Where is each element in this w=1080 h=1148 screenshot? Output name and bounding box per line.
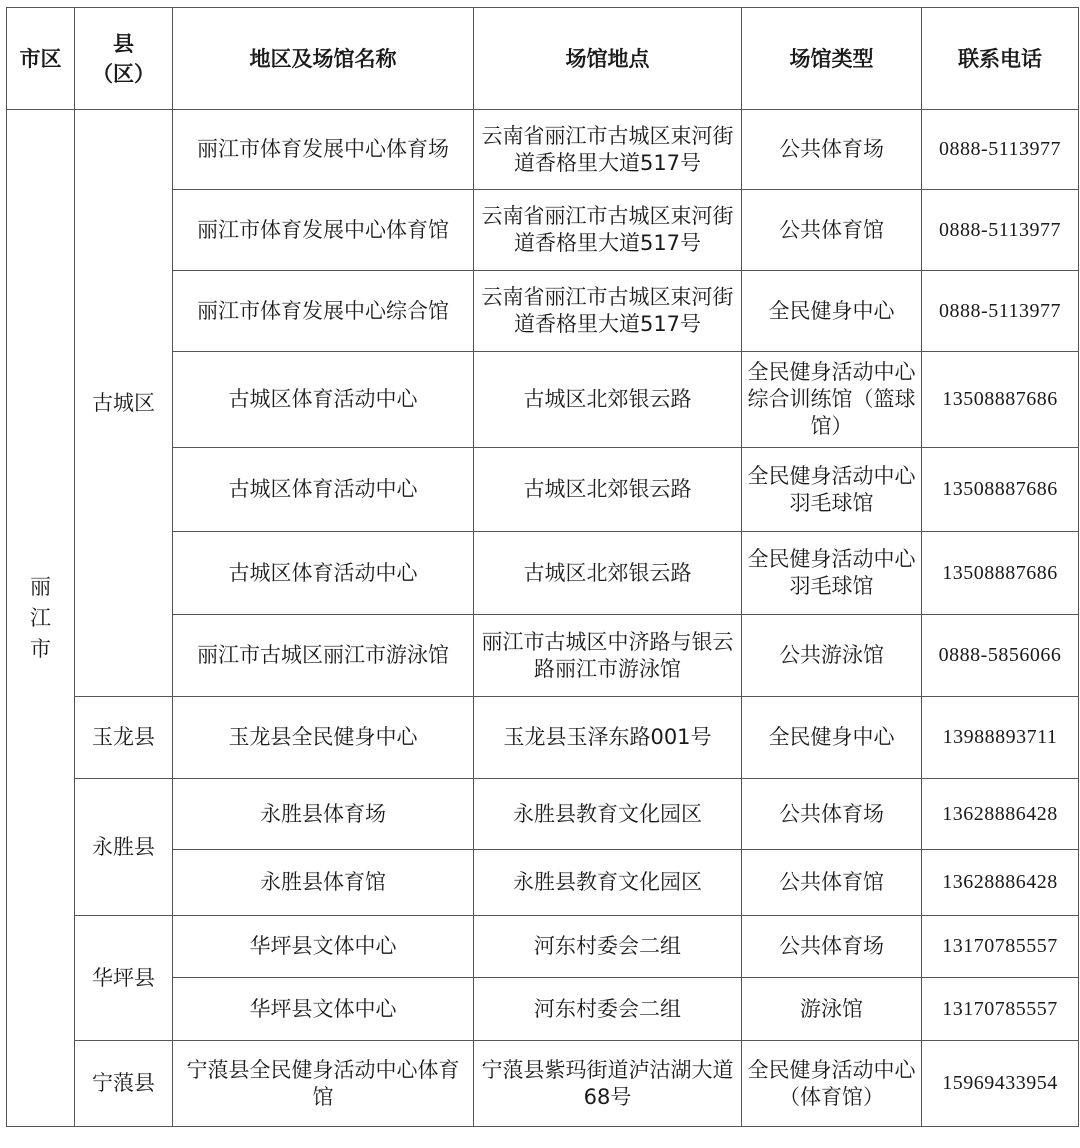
venue-address: 河东村委会二组 xyxy=(474,978,742,1041)
venue-type: 公共体育场 xyxy=(742,110,922,190)
county-cell: 古城区 xyxy=(75,110,173,697)
venue-phone: 0888-5856066 xyxy=(922,615,1079,697)
venue-address: 云南省丽江市古城区束河街道香格里大道517号 xyxy=(474,190,742,271)
venue-name: 古城区体育活动中心 xyxy=(173,448,474,532)
venue-phone: 0888-5113977 xyxy=(922,271,1079,352)
venue-name: 华坪县文体中心 xyxy=(173,978,474,1041)
venue-type: 全民健身中心 xyxy=(742,271,922,352)
venue-address: 丽江市古城区中济路与银云路丽江市游泳馆 xyxy=(474,615,742,697)
header-row xyxy=(7,8,1079,110)
venue-name: 华坪县文体中心 xyxy=(173,916,474,978)
venue-phone: 0888-5113977 xyxy=(922,190,1079,271)
venue-address: 永胜县教育文化园区 xyxy=(474,850,742,916)
venue-phone: 13628886428 xyxy=(922,850,1079,916)
header-city: 市区 xyxy=(7,8,75,110)
venue-phone: 15969433954 xyxy=(922,1041,1079,1127)
table-row xyxy=(7,697,1079,779)
venue-address: 玉龙县玉泽东路001号 xyxy=(474,697,742,779)
county-cell: 华坪县 xyxy=(75,916,173,1041)
venue-name: 永胜县体育场 xyxy=(173,779,474,850)
city-cell xyxy=(7,110,75,1127)
header-county xyxy=(75,8,173,110)
venue-address: 古城区北郊银云路 xyxy=(474,532,742,615)
venue-phone: 13508887686 xyxy=(922,448,1079,532)
venues-table xyxy=(6,7,1079,1127)
county-cell: 玉龙县 xyxy=(75,697,173,779)
venue-address: 永胜县教育文化园区 xyxy=(474,779,742,850)
header-type: 场馆类型 xyxy=(742,8,922,110)
venue-phone: 13170785557 xyxy=(922,916,1079,978)
table-row xyxy=(7,916,1079,978)
table-row xyxy=(7,110,1079,190)
city-name: 丽江市 xyxy=(30,574,51,661)
venue-type: 全民健身活动中心（体育馆） xyxy=(742,1041,922,1127)
venue-name: 永胜县体育馆 xyxy=(173,850,474,916)
table-row xyxy=(7,1041,1079,1127)
county-cell: 宁蒗县 xyxy=(75,1041,173,1127)
venue-address: 古城区北郊银云路 xyxy=(474,352,742,448)
venue-phone: 13508887686 xyxy=(922,352,1079,448)
venue-phone: 13170785557 xyxy=(922,978,1079,1041)
venue-name: 丽江市体育发展中心体育场 xyxy=(173,110,474,190)
venue-phone: 13628886428 xyxy=(922,779,1079,850)
venue-address: 宁蒗县紫玛街道泸沽湖大道68号 xyxy=(474,1041,742,1127)
venue-type: 公共体育馆 xyxy=(742,190,922,271)
venue-phone: 13508887686 xyxy=(922,532,1079,615)
header-county-text: 县 （区） xyxy=(92,31,155,86)
venue-address: 古城区北郊银云路 xyxy=(474,448,742,532)
venue-phone: 13988893711 xyxy=(922,697,1079,779)
venue-type: 全民健身中心 xyxy=(742,697,922,779)
venue-address: 河东村委会二组 xyxy=(474,916,742,978)
venue-type: 公共体育馆 xyxy=(742,850,922,916)
county-cell: 永胜县 xyxy=(75,779,173,916)
venue-name: 丽江市古城区丽江市游泳馆 xyxy=(173,615,474,697)
table-row xyxy=(7,779,1079,850)
venue-name: 古城区体育活动中心 xyxy=(173,532,474,615)
venue-address: 云南省丽江市古城区束河街道香格里大道517号 xyxy=(474,110,742,190)
venue-type: 全民健身活动中心综合训练馆（篮球馆） xyxy=(742,352,922,448)
venue-name: 古城区体育活动中心 xyxy=(173,352,474,448)
venue-name: 丽江市体育发展中心体育馆 xyxy=(173,190,474,271)
venue-type: 公共体育场 xyxy=(742,779,922,850)
venue-type: 公共游泳馆 xyxy=(742,615,922,697)
venue-type: 游泳馆 xyxy=(742,978,922,1041)
venue-phone: 0888-5113977 xyxy=(922,110,1079,190)
venue-type: 公共体育场 xyxy=(742,916,922,978)
header-phone: 联系电话 xyxy=(922,8,1079,110)
venue-type: 全民健身活动中心羽毛球馆 xyxy=(742,448,922,532)
venue-name: 宁蒗县全民健身活动中心体育馆 xyxy=(173,1041,474,1127)
header-name: 地区及场馆名称 xyxy=(173,8,474,110)
header-address: 场馆地点 xyxy=(474,8,742,110)
venue-name: 丽江市体育发展中心综合馆 xyxy=(173,271,474,352)
venue-address: 云南省丽江市古城区束河街道香格里大道517号 xyxy=(474,271,742,352)
venue-type: 全民健身活动中心羽毛球馆 xyxy=(742,532,922,615)
venue-name: 玉龙县全民健身中心 xyxy=(173,697,474,779)
